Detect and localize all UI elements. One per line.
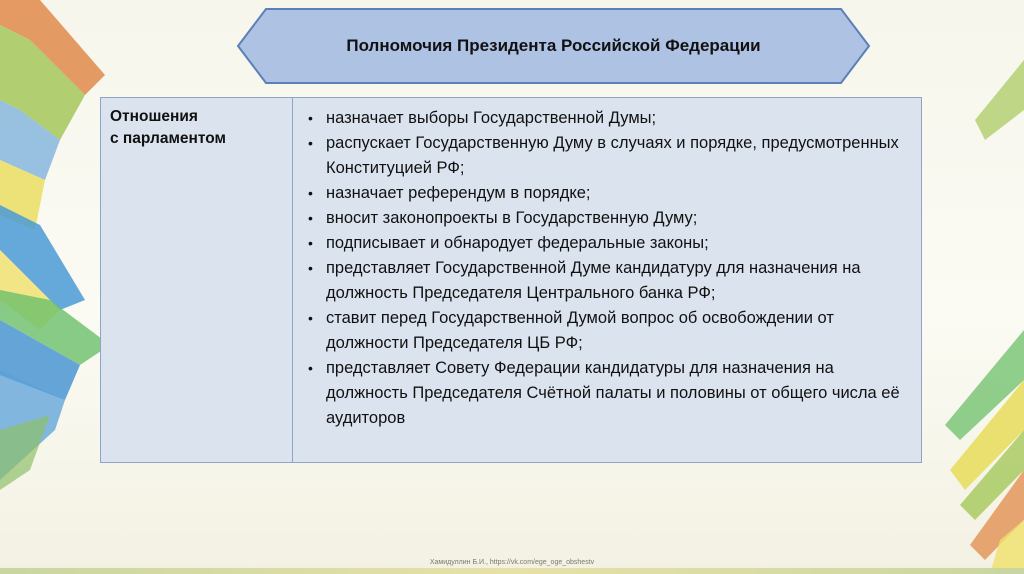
list-item: • представляет Государственной Думе кандидатуру для назначения на должность Председателя Центрального банка РФ; — [305, 256, 907, 306]
slide-title: Полномочия Президента Российской Федерации — [346, 36, 761, 55]
category-label-line-2: с парламентом — [110, 130, 227, 147]
bullet-icon: • — [308, 360, 313, 376]
category-label-line-1: Отношения — [110, 108, 198, 125]
list-item: • распускает Государственную Думу в случаях и порядке, предусмотренных Конституцией РФ; — [305, 131, 907, 181]
powers-cell — [293, 98, 921, 462]
bullet-icon: • — [308, 210, 313, 226]
list-item: • назначает референдум в порядке; — [305, 181, 907, 206]
bullet-icon: • — [308, 310, 313, 326]
content-table — [100, 97, 922, 463]
list-item: • ставит перед Государственной Думой вопрос об освобождении от должности Председателя ЦБ РФ; — [305, 306, 907, 356]
bottom-bar — [0, 568, 1024, 574]
powers-list — [305, 106, 907, 431]
bullet-icon: • — [308, 235, 313, 251]
bullet-icon: • — [308, 260, 313, 276]
bullet-icon: • — [308, 185, 313, 201]
list-item: • вносит законопроекты в Государственную Думу; — [305, 206, 907, 231]
list-item: • подписывает и обнародует федеральные законы; — [305, 231, 907, 256]
list-item: • назначает выборы Государственной Думы; — [305, 106, 907, 131]
bullet-icon: • — [308, 110, 313, 126]
bullet-icon: • — [308, 135, 313, 151]
footer-credit: Хамидуллин Б.И., https://vk.com/ege_oge_obshestv — [429, 559, 595, 566]
list-item: • представляет Совету Федерации кандидатуры для назначения на должность Председателя Счётной палаты и половины от общего числа её аудиторов — [305, 356, 907, 431]
category-cell — [101, 98, 293, 462]
